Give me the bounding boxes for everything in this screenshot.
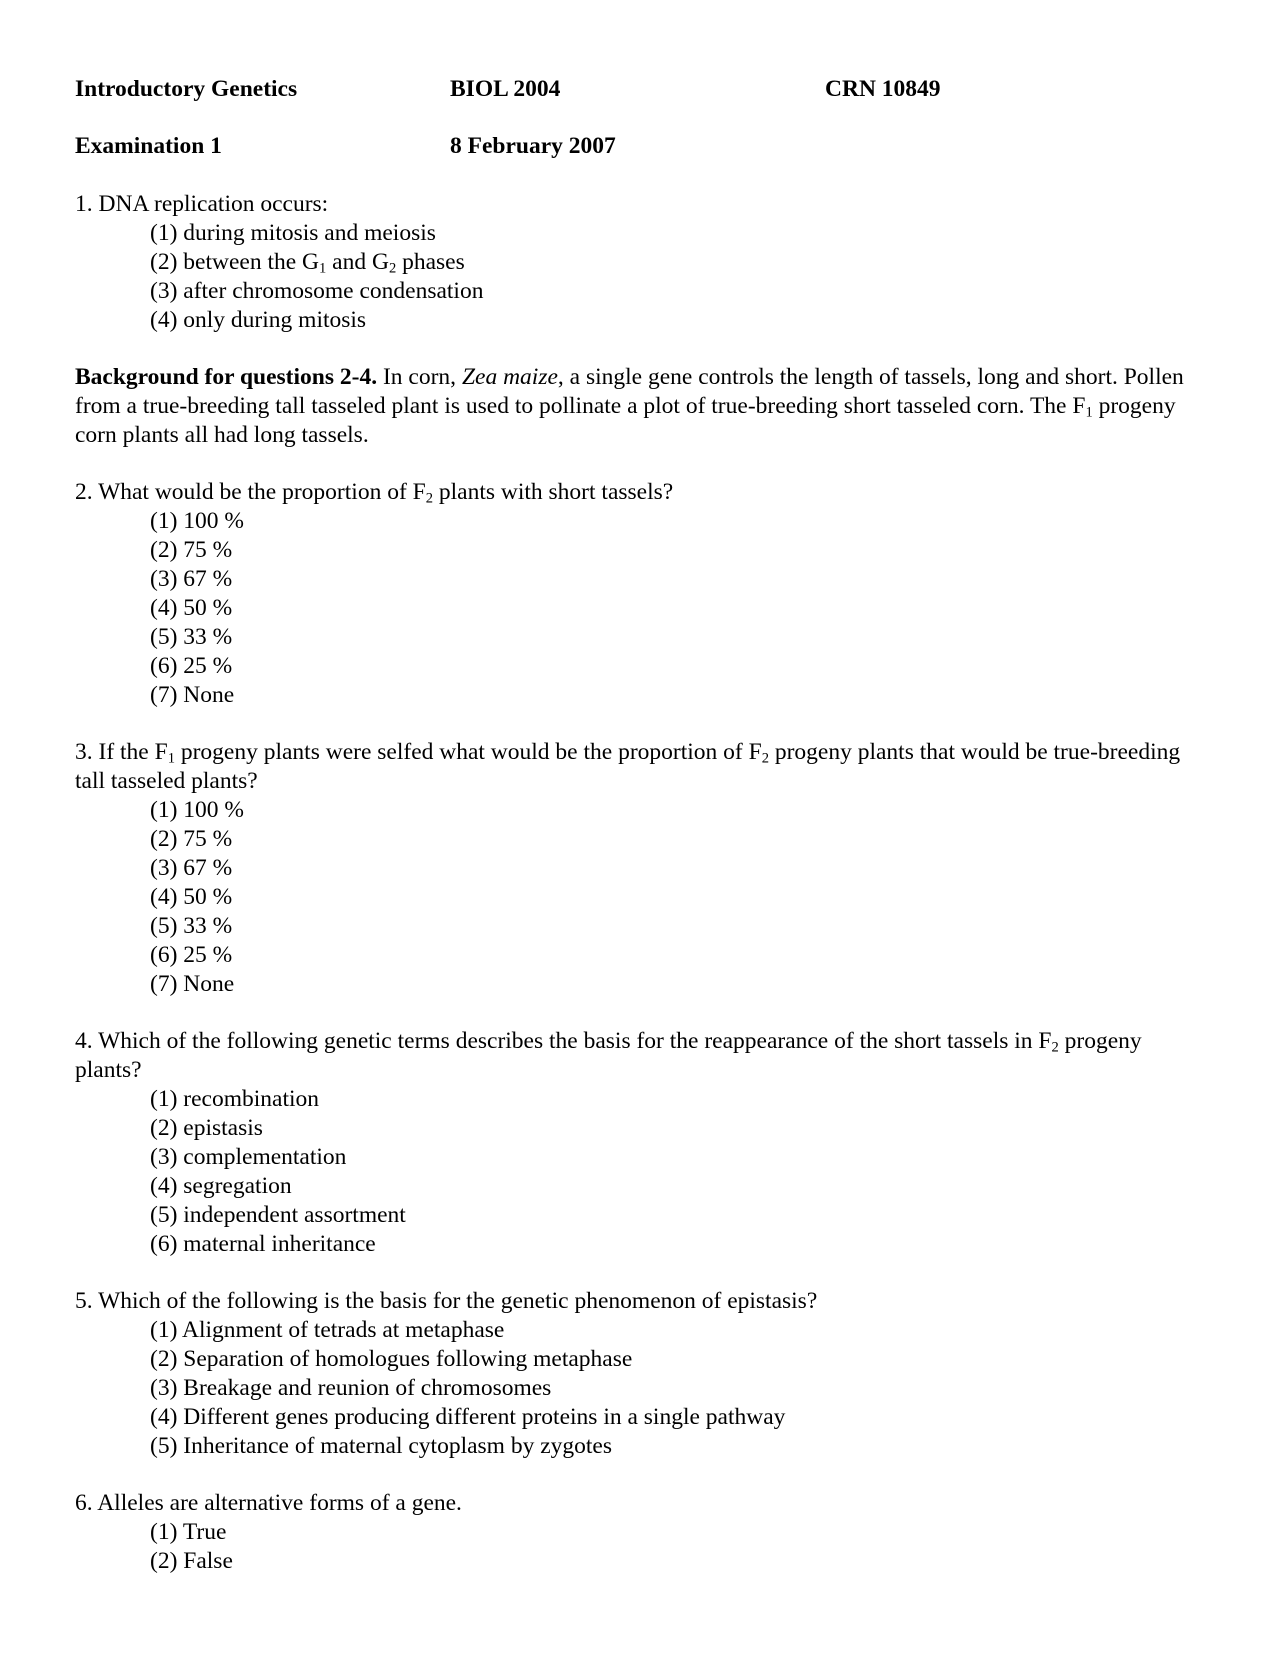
- course-code: BIOL 2004: [450, 76, 561, 102]
- question-1-options: [75, 219, 1205, 335]
- question-3-option-5: (5) 33 %: [150, 913, 233, 939]
- question-3-option-1: (1) 100 %: [150, 797, 244, 823]
- question-5-option-5: (5) Inheritance of maternal cytoplasm by zygotes: [150, 1433, 612, 1459]
- question-3-option-6: (6) 25 %: [150, 942, 233, 968]
- question-2-option-5: (5) 33 %: [150, 624, 233, 650]
- question-5-option-2: (2) Separation of homologues following metaphase: [150, 1346, 633, 1372]
- question-5: [75, 1287, 1205, 1461]
- question-1-option-1: (1) during mitosis and meiosis: [150, 220, 436, 246]
- question-1-option-3: (3) after chromosome condensation: [150, 278, 484, 304]
- question-2-option-3: (3) 67 %: [150, 566, 233, 592]
- question-4-option-1: (1) recombination: [150, 1086, 320, 1112]
- question-2-options: [75, 507, 1205, 710]
- exam-page: [75, 75, 1205, 1576]
- question-5-options: [75, 1316, 1205, 1461]
- question-2-option-2: (2) 75 %: [150, 537, 233, 563]
- question-5-option-3: (3) Breakage and reunion of chromosomes: [150, 1375, 552, 1401]
- question-3: [75, 738, 1205, 999]
- course-crn: CRN 10849: [825, 76, 941, 102]
- question-1-text: 1. DNA replication occurs:: [75, 191, 329, 217]
- question-2-text: 2. What would be the proportion of $F_2$ plants with short tassels?: [75, 479, 674, 507]
- question-6: [75, 1489, 1205, 1576]
- question-6-options: [75, 1518, 1205, 1576]
- question-4-option-4: (4) segregation: [150, 1173, 292, 1199]
- question-2: [75, 478, 1205, 710]
- question-5-text: 5. Which of the following is the basis for the genetic phenomenon of epistasis?: [75, 1288, 818, 1314]
- question-4-option-2: (2) epistasis: [150, 1115, 263, 1141]
- header-row-2: [75, 132, 1205, 161]
- question-3-text: 3. If the $F_1$ progeny plants were selfed what would be the proportion of $F_2$ progeny plants that would be true-breeding tall tasseled plants?: [75, 739, 1181, 794]
- question-6-option-2: (2) False: [150, 1548, 233, 1574]
- question-6-text: 6. Alleles are alternative forms of a gene.: [75, 1490, 462, 1516]
- question-4: [75, 1027, 1205, 1259]
- question-2-option-6: (6) 25 %: [150, 653, 233, 679]
- question-4-option-3: (3) complementation: [150, 1144, 347, 1170]
- question-4-option-5: (5) independent assortment: [150, 1202, 406, 1228]
- question-5-option-1: (1) Alignment of tetrads at metaphase: [150, 1317, 505, 1343]
- question-1-option-4: (4) only during mitosis: [150, 307, 367, 333]
- question-1: [75, 190, 1205, 335]
- exam-date: 8 February 2007: [450, 133, 616, 159]
- course-title: Introductory Genetics: [75, 76, 298, 102]
- species-name: Zea maize: [461, 364, 558, 390]
- background-paragraph: Background for questions 2-4. In corn, Zea maize, a single gene controls the length of tassels, long and short. Pollen from a true-breeding tall tasseled plant is used to pollinate a plot of true-breeding short tasseled corn. The $F_1$ progeny corn plants all had long tassels.: [75, 364, 1184, 448]
- question-4-option-6: (6) maternal inheritance: [150, 1231, 376, 1257]
- question-4-text: 4. Which of the following genetic terms describes the basis for the reappearance of the short tassels in $F_2$ progeny plants?: [75, 1028, 1142, 1083]
- question-3-option-7: (7) None: [150, 971, 235, 997]
- question-1-option-2: (2) between the $G_1$ and $G_2$ phases: [150, 249, 465, 277]
- question-3-options: [75, 796, 1205, 999]
- question-2-option-7: (7) None: [150, 682, 235, 708]
- exam-title: Examination 1: [75, 133, 222, 159]
- question-3-option-2: (2) 75 %: [150, 826, 233, 852]
- question-6-option-1: (1) True: [150, 1519, 227, 1545]
- question-2-option-1: (1) 100 %: [150, 508, 244, 534]
- question-3-option-3: (3) 67 %: [150, 855, 233, 881]
- header-row-1: [75, 75, 1205, 104]
- question-2-option-4: (4) 50 %: [150, 595, 233, 621]
- question-4-options: [75, 1085, 1205, 1259]
- question-5-option-4: (4) Different genes producing different proteins in a single pathway: [150, 1404, 786, 1430]
- background-label: Background for questions 2-4.: [75, 364, 378, 390]
- question-3-option-4: (4) 50 %: [150, 884, 233, 910]
